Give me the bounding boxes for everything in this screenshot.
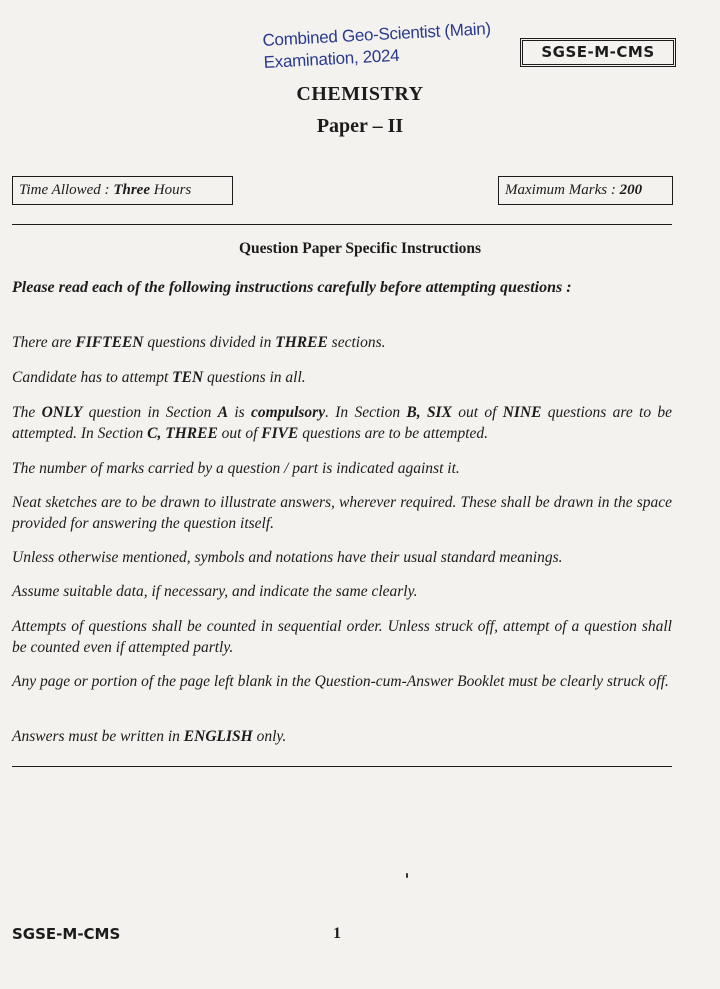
- instruction-1: There are FIFTEEN questions divided in THREE sections.: [12, 334, 386, 351]
- instructions-heading: Question Paper Specific Instructions: [238, 240, 482, 257]
- instruction-9: Any page or portion of the page left blank in the Question-cum-Answer Booklet must be clearly struck off.: [12, 673, 669, 690]
- instruction-10: Answers must be written in ENGLISH only.: [12, 728, 287, 745]
- instructions-lead: Please read each of the following instructions carefully before attempting questions :: [12, 279, 572, 296]
- exam-stamp: [262, 18, 492, 74]
- instruction-2: Candidate has to attempt TEN questions in all.: [12, 369, 306, 386]
- instruction-7: Assume suitable data, if necessary, and indicate the same clearly.: [12, 583, 418, 600]
- subject-title: CHEMISTRY: [296, 83, 424, 105]
- bottom-divider: [12, 766, 672, 767]
- paper-title: Paper – II: [316, 115, 404, 137]
- time-unit: Hours: [149, 182, 192, 198]
- instruction-5: Neat sketches are to be drawn to illustrate answers, wherever required. These shall be drawn in the space provided for answering the question itself.: [12, 494, 672, 532]
- paper-code-box: SGSE-M-CMS: [522, 40, 674, 65]
- time-value: Three: [113, 182, 150, 198]
- instruction-8: Attempts of questions shall be counted in sequential order. Unless struck off, attempt of a question shall be counted even if attempted partly.: [12, 618, 672, 656]
- page-number: 1: [333, 925, 341, 942]
- stamp-line-1: Combined Geo-Scientist (Main): [262, 19, 492, 50]
- maximum-marks-box: [498, 176, 673, 205]
- stamp-line-2: Examination, 2024: [263, 45, 400, 72]
- footer-paper-code: SGSE-M-CMS: [12, 925, 121, 943]
- marks-label: Maximum Marks :: [505, 182, 620, 198]
- top-divider: [12, 224, 672, 225]
- instruction-6: Unless otherwise mentioned, symbols and notations have their usual standard meanings.: [12, 549, 563, 566]
- time-allowed-box: [12, 176, 233, 205]
- time-label: Time Allowed :: [19, 182, 114, 198]
- instruction-3: The ONLY question in Section A is compulsory. In Section B, SIX out of NINE questions are to be attempted. In Section C, THREE out of FIVE questions are to be attempted.: [12, 404, 673, 442]
- scan-speck: [406, 873, 408, 878]
- marks-value: 200: [619, 182, 643, 198]
- instruction-4: The number of marks carried by a question / part is indicated against it.: [12, 460, 460, 477]
